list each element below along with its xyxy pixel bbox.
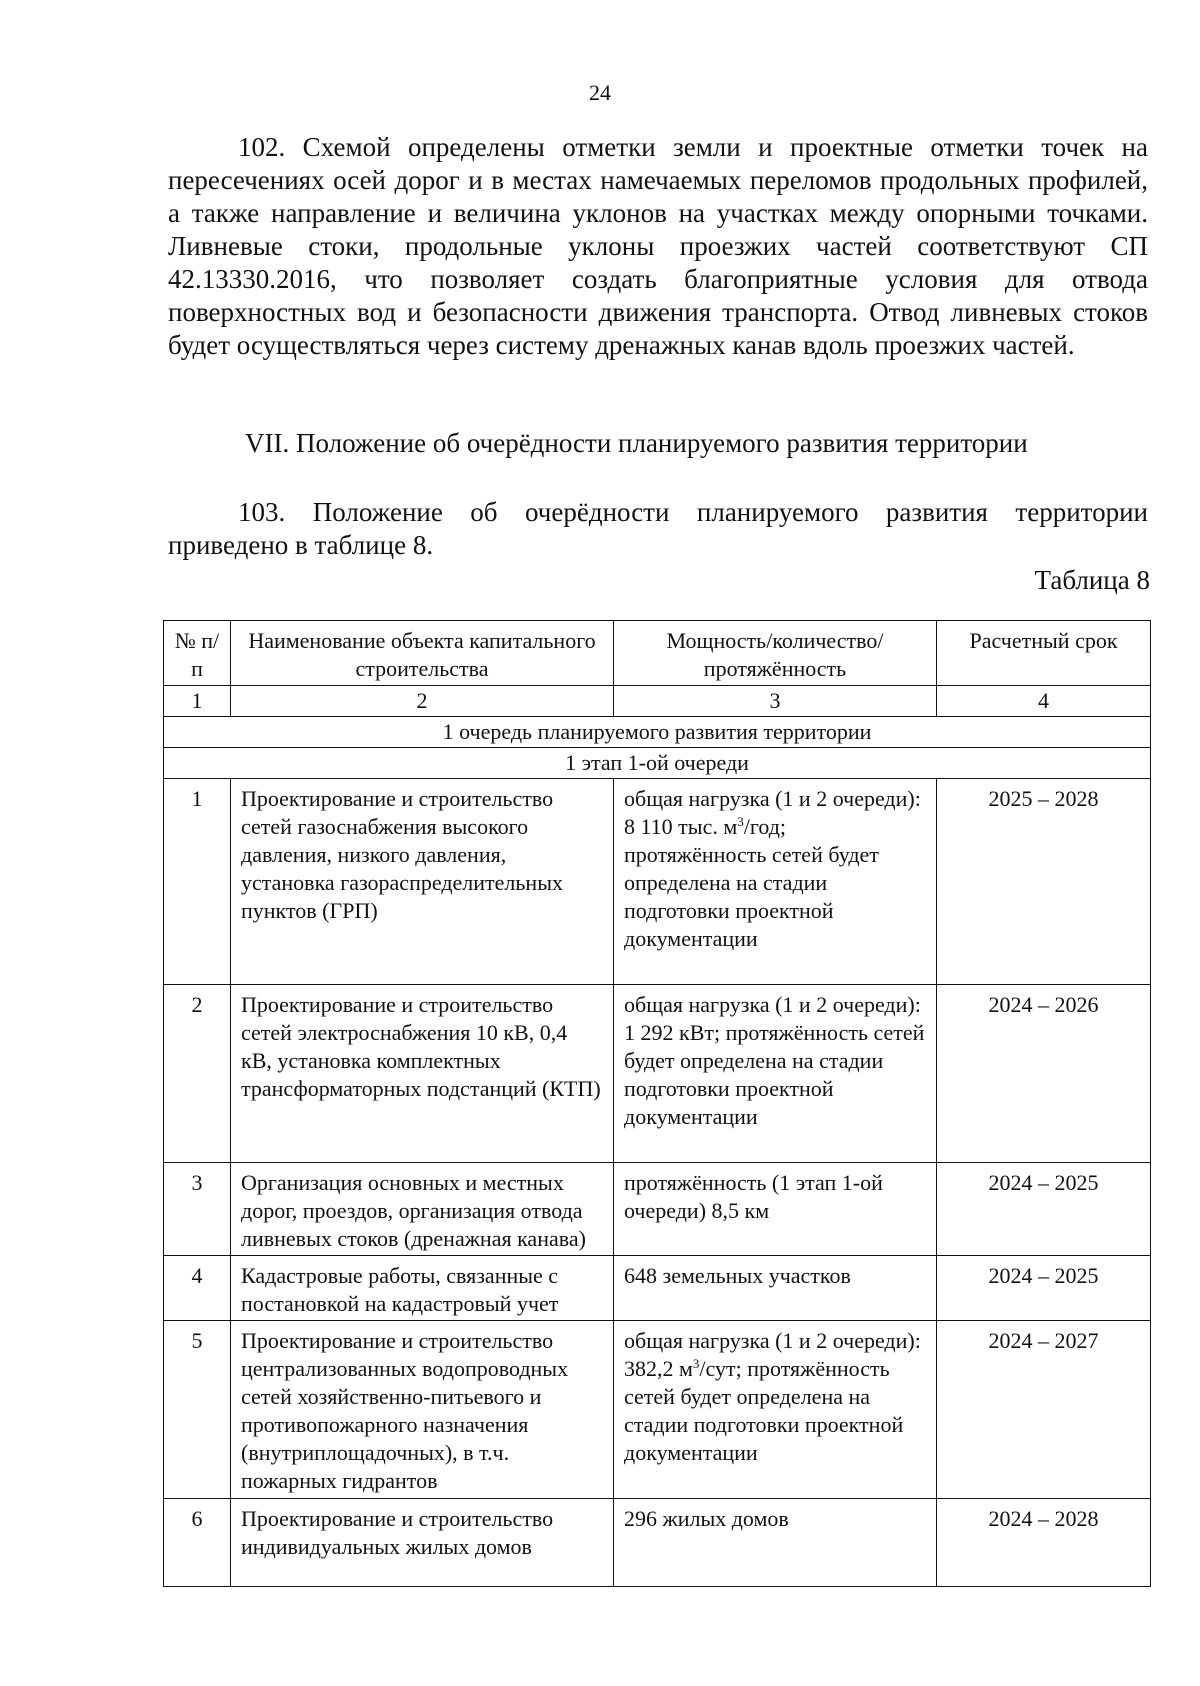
paragraph-102 (168, 131, 1148, 362)
row-name: Организация основных и местных дорог, проездов, организация отвода ливневых стоков (дренажная канава) (231, 1163, 614, 1256)
header-capacity: Мощность/количество/ протяжённость (614, 621, 937, 686)
queue-title: 1 очередь планируемого развития территории (164, 717, 1151, 748)
queue-row (164, 717, 1151, 748)
row-name: Проектирование и строительство сетей газоснабжения высокого давления, низкого давления, установка газораспределительных пунктов (ГРП) (231, 779, 614, 985)
column-number: 4 (937, 686, 1151, 717)
row-term: 2024 – 2028 (937, 1499, 1151, 1587)
row-term: 2025 – 2028 (937, 779, 1151, 985)
paragraph-102-text: 102. Схемой определены отметки земли и проектные отметки точек на пересечениях осей дорог и в местах намечаемых переломов продольных профилей, а также направление и величина уклонов на участках между опорными точками. Ливневые стоки, продольные уклоны проезжих частей соответствуют СП 42.13330.2016, что позволяет создать благоприятные условия для отвода поверхностных вод и безопасности движения транспорта. Отвод ливневых стоков будет осуществляться через систему дренажных канав вдоль проезжих частей. (168, 132, 1148, 360)
row-num: 5 (164, 1321, 231, 1499)
capacity-text-cont: /сут; протяжённость сетей будет определена на стадии подготовки проектной документации (624, 1356, 904, 1465)
row-capacity (614, 1163, 937, 1256)
table-header-row (164, 621, 1151, 686)
row-term: 2024 – 2025 (937, 1256, 1151, 1321)
superscript: 3 (737, 814, 744, 829)
table-caption: Таблица 8 (1034, 565, 1150, 595)
capacity-text: общая нагрузка (1 и 2 очереди): 382,2 м (624, 1328, 921, 1381)
column-numbers-row (164, 686, 1151, 717)
row-capacity (614, 1256, 937, 1321)
row-term: 2024 – 2025 (937, 1163, 1151, 1256)
row-name: Проектирование и строительство централизованных водопроводных сетей хозяйственно-питьевого и противопожарного назначения (внутриплощадочных), в т.ч. пожарных гидрантов (231, 1321, 614, 1499)
column-number: 1 (164, 686, 231, 717)
row-num: 6 (164, 1499, 231, 1587)
row-term: 2024 – 2026 (937, 985, 1151, 1163)
header-name: Наименование объекта капитального строительства (231, 621, 614, 686)
capacity-text: 648 земельных участков (624, 1263, 851, 1288)
section-heading: VII. Положение об очерёдности планируемого развития территории (245, 428, 1028, 458)
capacity-text: общая нагрузка (1 и 2 очереди): 1 292 кВт; протяжённость сетей будет определена на стадии подготовки проектной документации (624, 992, 925, 1129)
row-num: 4 (164, 1256, 231, 1321)
column-number: 2 (231, 686, 614, 717)
row-name: Проектирование и строительство индивидуальных жилых домов (231, 1499, 614, 1587)
row-capacity (614, 985, 937, 1163)
table-row (164, 1256, 1151, 1321)
stage-row (164, 748, 1151, 779)
capacity-text: общая нагрузка (1 и 2 очереди): 8 110 тыс. м (624, 786, 921, 839)
header-term: Расчетный срок (937, 621, 1151, 686)
table-row (164, 1499, 1151, 1587)
stage-title: 1 этап 1-ой очереди (164, 748, 1151, 779)
page-number: 24 (589, 80, 611, 105)
row-name: Проектирование и строительство сетей электроснабжения 10 кВ, 0,4 кВ, установка комплектных трансформаторных подстанций (КТП) (231, 985, 614, 1163)
capacity-text: протяжённость (1 этап 1-ой очереди) 8,5 км (624, 1170, 883, 1223)
row-term: 2024 – 2027 (937, 1321, 1151, 1499)
row-capacity (614, 779, 937, 985)
paragraph-103-text: 103. Положение об очерёдности планируемого развития территории приведено в таблице 8. (168, 497, 1148, 560)
column-number: 3 (614, 686, 937, 717)
row-capacity (614, 1321, 937, 1499)
planning-table (163, 620, 1151, 1587)
table-row (164, 1163, 1151, 1256)
capacity-text: 296 жилых домов (624, 1506, 789, 1531)
capacity-text-cont: /год; протяжённость сетей будет определена на стадии подготовки проектной документации (624, 814, 879, 951)
superscript: 3 (692, 1356, 700, 1371)
row-num: 1 (164, 779, 231, 985)
row-capacity (614, 1499, 937, 1587)
header-num: № п/п (164, 621, 231, 686)
table-row (164, 1321, 1151, 1499)
table-row (164, 985, 1151, 1163)
paragraph-103 (168, 496, 1148, 562)
row-num: 3 (164, 1163, 231, 1256)
table-row (164, 779, 1151, 985)
row-num: 2 (164, 985, 231, 1163)
row-name: Кадастровые работы, связанные с постановкой на кадастровый учет (231, 1256, 614, 1321)
